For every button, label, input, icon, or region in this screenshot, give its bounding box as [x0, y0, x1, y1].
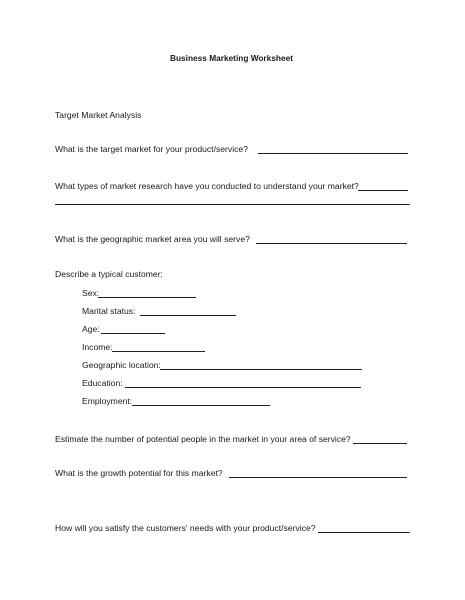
question-growth-potential: What is the growth potential for this market? — [55, 468, 223, 478]
question-satisfy-needs: How will you satisfy the customers' needs with your product/service? — [55, 523, 316, 533]
worksheet-title: Business Marketing Worksheet — [170, 53, 293, 63]
question-potential-people: Estimate the number of potential people in the market in your area of service? — [55, 434, 351, 444]
section-heading: Target Market Analysis — [55, 110, 142, 120]
answer-line-market-research[interactable] — [358, 190, 408, 191]
label-geographic-location: Geographic location: — [82, 360, 161, 370]
label-marital-status: Marital status: — [82, 306, 136, 316]
label-income: Income: — [82, 342, 113, 352]
question-market-research: What types of market research have you conducted to understand your market? — [55, 181, 359, 191]
question-geographic-area: What is the geographic market area you will serve? — [55, 234, 250, 244]
question-target-market: What is the target market for your product/service? — [55, 144, 248, 154]
label-education: Education: — [82, 378, 123, 388]
question-describe-customer: Describe a typical customer: — [55, 269, 163, 279]
answer-line-marital-status[interactable] — [140, 315, 236, 316]
answer-line-geographic-location[interactable] — [160, 369, 362, 370]
answer-line-sex[interactable] — [98, 297, 196, 298]
label-employment: Employment: — [82, 396, 133, 406]
answer-line-age[interactable] — [101, 333, 165, 334]
answer-line-education[interactable] — [125, 387, 361, 388]
answer-line-geographic-area[interactable] — [256, 243, 407, 244]
answer-line-potential-people[interactable] — [353, 443, 407, 444]
answer-line-growth-potential[interactable] — [229, 477, 407, 478]
answer-line-income[interactable] — [112, 351, 205, 352]
answer-line-target-market[interactable] — [258, 153, 408, 154]
answer-line-satisfy-needs[interactable] — [318, 532, 410, 533]
answer-line-employment[interactable] — [132, 405, 270, 406]
label-age: Age: — [82, 324, 100, 334]
answer-line-market-research-2[interactable] — [55, 204, 410, 205]
label-sex: Sex: — [82, 288, 100, 298]
